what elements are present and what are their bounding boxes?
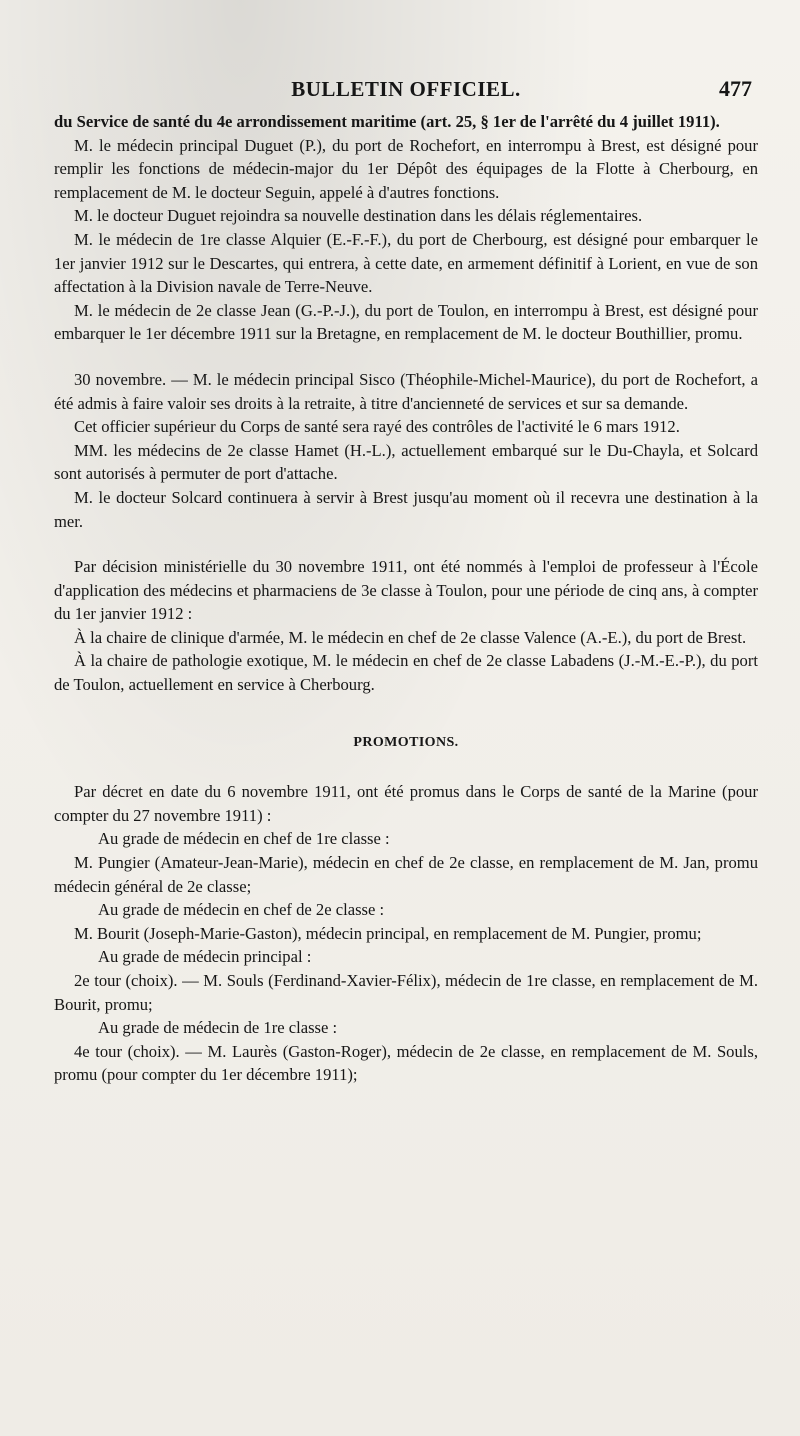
grade-heading: Au grade de médecin de 1re classe : bbox=[98, 1018, 338, 1038]
paragraph: Cet officier supérieur du Corps de santé sera rayé des contrôles de l'activité le 6 mars 1912. bbox=[74, 417, 680, 437]
paragraph: M. Bourit (Joseph-Marie-Gaston), médecin principal, en remplacement de M. Pungier, promu; bbox=[74, 923, 702, 943]
paragraph: M. Pungier (Amateur-Jean-Marie), médecin en chef de 2e classe, en remplacement de M. Jan, promu médecin général de 2e classe; bbox=[54, 853, 758, 896]
grade-heading: Au grade de médecin en chef de 1re classe : bbox=[98, 829, 390, 849]
paragraph: 4e tour (choix). — M. Laurès (Gaston-Roger), médecin de 2e classe, en remplacement de M. Souls, promu (pour compter du 1er décembre 1911); bbox=[54, 1041, 758, 1085]
spacer bbox=[54, 346, 758, 368]
running-title: BULLETIN OFFICIEL. bbox=[291, 77, 521, 101]
paragraph: M. le médecin de 1re classe Alquier (E.-F.-F.), du port de Cherbourg, est désigné pour embarquer le 1er janvier 1912 sur le Descartes, qui entrera, à cette date, en armement définitif à Lorient, en vue de son affectation à la Division navale de Terre-Neuve. bbox=[54, 229, 758, 297]
paragraph: À la chaire de pathologie exotique, M. le médecin en chef de 2e classe Labadens (J.-M.-E.-P.), du port de Toulon, actuellement en service à Cherbourg. bbox=[54, 651, 758, 695]
document-body bbox=[54, 110, 758, 1087]
paragraph: MM. les médecins de 2e classe Hamet (H.-L.), actuellement embarqué sur le Du-Chayla, et Solcard sont autorisés à permuter de port d'attache. bbox=[54, 440, 758, 484]
paragraph: M. le médecin principal Duguet (P.), du port de Rochefort, en interrompu à Brest, est désigné pour remplir les fonctions de médecin-major du 1er Dépôt des équipages de la Flotte à Cherbourg, en remplacement de M. le docteur Seguin, appelé à d'autres fonctions. bbox=[54, 135, 758, 202]
spacer bbox=[54, 533, 758, 555]
paragraph: Par décret en date du 6 novembre 1911, ont été promus dans le Corps de santé de la Marine (pour compter du 27 novembre 1911) : bbox=[54, 782, 758, 825]
section-heading: PROMOTIONS. bbox=[353, 734, 459, 750]
paragraph: du Service de santé du 4e arrondissement maritime (art. 25, § 1er de l'arrêté du 4 juillet 1911). bbox=[54, 112, 720, 131]
paragraph: M. le médecin de 2e classe Jean (G.-P.-J.), du port de Toulon, en interrompu à Brest, est désigné pour embarquer le 1er décembre 1911 sur la Bretagne, en remplacement de M. le docteur Bouthillier, promu. bbox=[54, 300, 758, 344]
paragraph: M. le docteur Duguet rejoindra sa nouvelle destination dans les délais réglementaires. bbox=[74, 206, 643, 226]
grade-heading: Au grade de médecin principal : bbox=[98, 947, 312, 967]
page-header bbox=[54, 74, 758, 110]
paragraph: Par décision ministérielle du 30 novembre 1911, ont été nommés à l'emploi de professeur à l'École d'application des médecins et pharmaciens de 3e classe à Toulon, pour une période de cinq ans, à compter du 1er janvier 1912 : bbox=[54, 557, 758, 624]
paragraph: 2e tour (choix). — M. Souls (Ferdinand-Xavier-Félix), médecin de 1re classe, en remplacement de M. Bourit, promu; bbox=[54, 971, 758, 1014]
paragraph: 30 novembre. — M. le médecin principal Sisco (Théophile-Michel-Maurice), du port de Rochefort, a été admis à faire valoir ses droits à la retraite, à titre d'ancienneté de services et sur sa demande. bbox=[54, 369, 758, 413]
page-number: 477 bbox=[719, 76, 752, 101]
paragraph: À la chaire de clinique d'armée, M. le médecin en chef de 2e classe Valence (A.-E.), du port de Brest. bbox=[74, 627, 747, 647]
grade-heading: Au grade de médecin en chef de 2e classe : bbox=[98, 900, 385, 920]
paragraph: M. le docteur Solcard continuera à servir à Brest jusqu'au moment où il recevra une destination à la mer. bbox=[54, 487, 758, 531]
